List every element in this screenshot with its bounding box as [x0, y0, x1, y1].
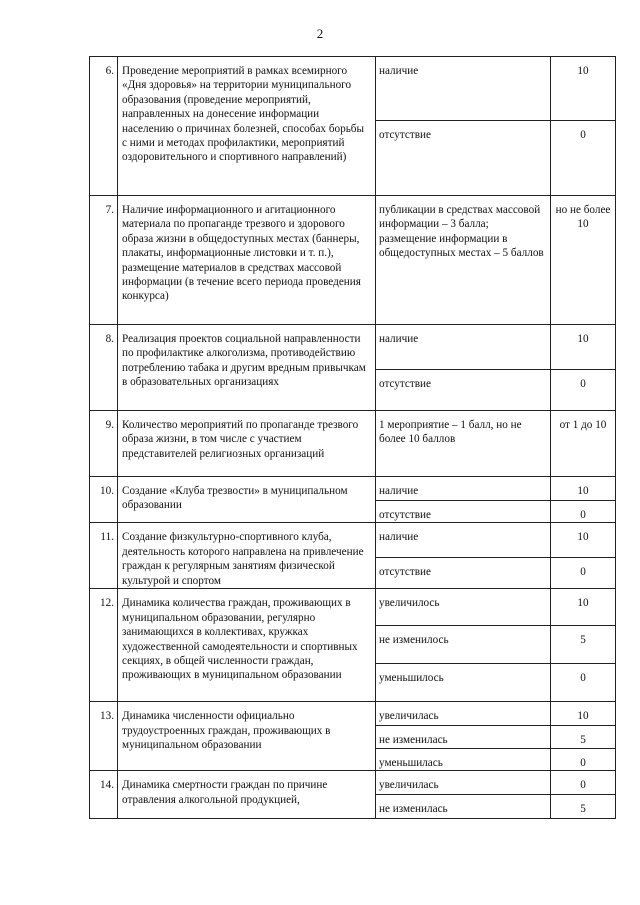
score-value: 10	[551, 702, 616, 726]
evaluation-option: отсутствие	[376, 370, 551, 411]
score-value: 5	[551, 626, 616, 664]
evaluation-option: отсутствие	[376, 501, 551, 523]
evaluation-option: увеличилась	[376, 771, 551, 795]
score-value: 10	[551, 325, 616, 370]
evaluation-option: не изменилась	[376, 795, 551, 819]
evaluation-option: уменьшилась	[376, 748, 551, 770]
criteria-table-body	[90, 57, 616, 819]
row-number: 6.	[90, 57, 118, 196]
evaluation-option: увеличилось	[376, 589, 551, 626]
table-row	[90, 325, 616, 370]
criterion-description: Количество мероприятий по пропаганде трезвого образа жизни, в том числе с участием представителей религиозных организаций	[118, 411, 376, 477]
score-value: 10	[551, 589, 616, 626]
score-value: 0	[551, 771, 616, 795]
score-value: 0	[551, 748, 616, 770]
evaluation-option: наличие	[376, 325, 551, 370]
row-number: 13.	[90, 702, 118, 771]
table-row	[90, 411, 616, 477]
score-value: 0	[551, 370, 616, 411]
row-number: 9.	[90, 411, 118, 477]
row-number: 7.	[90, 196, 118, 325]
table-row	[90, 589, 616, 626]
row-number: 8.	[90, 325, 118, 411]
evaluation-option: наличие	[376, 57, 551, 121]
score-value: 0	[551, 121, 616, 196]
score-value: 0	[551, 664, 616, 702]
evaluation-option: наличие	[376, 523, 551, 558]
score-value: 5	[551, 795, 616, 819]
evaluation-option: наличие	[376, 477, 551, 501]
table-row	[90, 477, 616, 501]
row-number: 12.	[90, 589, 118, 702]
row-number: 10.	[90, 477, 118, 523]
score-value: 10	[551, 523, 616, 558]
criterion-description: Создание «Клуба трезвости» в муниципальном образовании	[118, 477, 376, 523]
criterion-description: Динамика численности официально трудоустроенных граждан, проживающих в муниципальном образовании	[118, 702, 376, 771]
criterion-description: Создание физкультурно-спортивного клуба, деятельность которого направлена на привлечение граждан к регулярным занятиям физической культурой и спортом	[118, 523, 376, 589]
evaluation-option: не изменилась	[376, 726, 551, 748]
table-row	[90, 57, 616, 121]
criterion-description: Проведение мероприятий в рамках всемирного «Дня здоровья» на территории муниципального образования (проведение мероприятий, направленных на донесение информации населению о причинах болезней, способах борьбы с ними и методах профилактики, мероприятий оздоровительного и спортивного направлений)	[118, 57, 376, 196]
score-value: 10	[551, 477, 616, 501]
evaluation-option: отсутствие	[376, 558, 551, 589]
score-value: но не более 10	[551, 196, 616, 325]
table-row	[90, 771, 616, 795]
evaluation-option: увеличилась	[376, 702, 551, 726]
criteria-table	[89, 56, 616, 819]
table-row	[90, 702, 616, 726]
page-number: 2	[316, 26, 324, 41]
criterion-description: Наличие информационного и агитационного материала по пропаганде трезвого и здорового образа жизни в общедоступных местах (баннеры, плакаты, информационные листовки и т. п.), размещение материалов в средствах массовой информации (в течение всего периода проведения конкурса)	[118, 196, 376, 325]
table-row	[90, 523, 616, 558]
criterion-description: Динамика смертности граждан по причине отравления алкогольной продукцией,	[118, 771, 376, 819]
score-value: 10	[551, 57, 616, 121]
row-number: 11.	[90, 523, 118, 589]
score-value: 5	[551, 726, 616, 748]
score-value: от 1 до 10	[551, 411, 616, 477]
evaluation-option: публикации в средствах массовой информации – 3 балла; размещение информации в общедоступных местах – 5 баллов	[376, 196, 551, 325]
evaluation-option: не изменилось	[376, 626, 551, 664]
score-value: 0	[551, 558, 616, 589]
evaluation-option: уменьшилось	[376, 664, 551, 702]
table-row	[90, 196, 616, 325]
evaluation-option: 1 мероприятие – 1 балл, но не более 10 баллов	[376, 411, 551, 477]
criterion-description: Динамика количества граждан, проживающих в муниципальном образовании, регулярно занимающихся в коллективах, кружках художественной самодеятельности и спортивных секциях, в общей численности граждан, проживающих в муниципальном образовании	[118, 589, 376, 702]
evaluation-option: отсутствие	[376, 121, 551, 196]
row-number: 14.	[90, 771, 118, 819]
criterion-description: Реализация проектов социальной направленности по профилактике алкоголизма, противодействию потреблению табака и другим вредным привычкам в образовательных организациях	[118, 325, 376, 411]
score-value: 0	[551, 501, 616, 523]
